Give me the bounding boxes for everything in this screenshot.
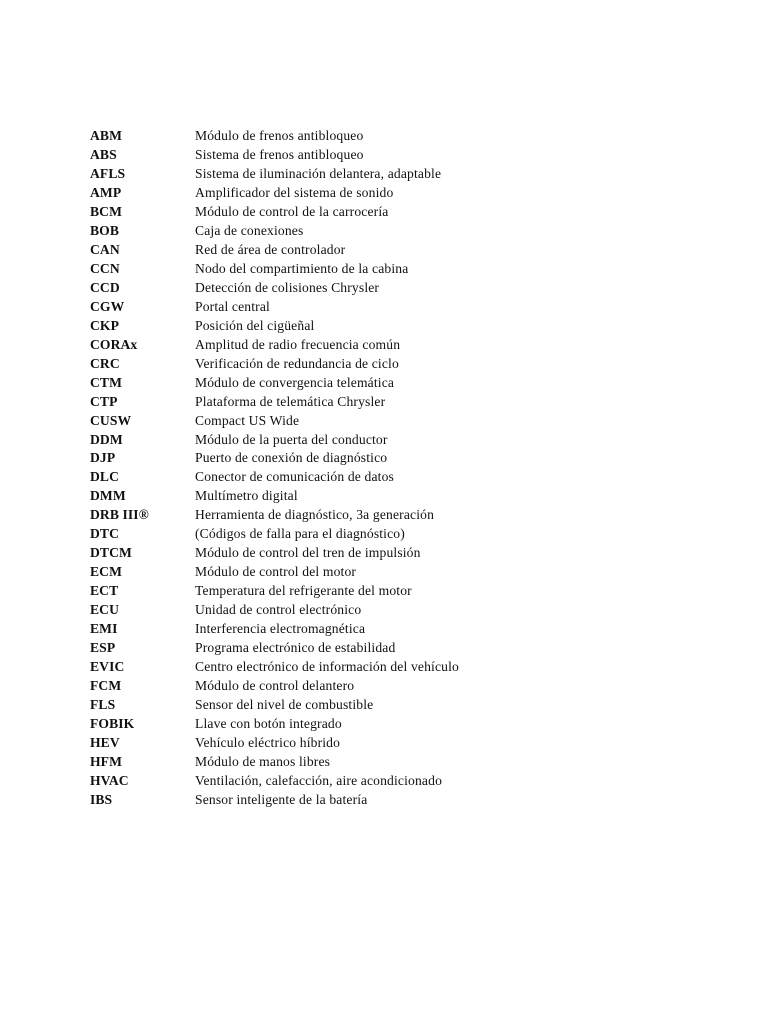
abbreviation: CTP: [90, 393, 118, 409]
definition: Sistema de frenos antibloqueo: [195, 146, 364, 162]
definition: Llave con botón integrado: [195, 716, 342, 732]
glossary-row: [90, 506, 710, 525]
glossary-row: [90, 317, 710, 336]
glossary-row: [90, 336, 710, 355]
abbreviation: FOBIK: [90, 716, 135, 732]
abbreviation: ABS: [90, 146, 117, 162]
abbreviation: EVIC: [90, 659, 125, 675]
definition: Módulo de la puerta del conductor: [195, 431, 388, 447]
abbreviation: ECU: [90, 602, 120, 618]
definition: Nodo del compartimiento de la cabina: [195, 260, 409, 276]
glossary-row: [90, 165, 710, 184]
glossary-row: [90, 696, 710, 715]
abbreviation: EMI: [90, 621, 118, 637]
definition: Módulo de frenos antibloqueo: [195, 128, 364, 143]
definition: Puerto de conexión de diagnóstico: [195, 450, 388, 466]
definition: Módulo de control delantero: [195, 678, 355, 694]
glossary-row: [90, 582, 710, 601]
glossary-row: [90, 431, 710, 450]
glossary-row: [90, 525, 710, 544]
definition: Compact US Wide: [195, 412, 300, 428]
abbreviation: BOB: [90, 222, 120, 238]
glossary-row: [90, 127, 710, 146]
abbreviation: CGW: [90, 298, 125, 314]
definition: Temperatura del refrigerante del motor: [195, 583, 412, 599]
glossary-row: [90, 146, 710, 165]
abbreviation: DJP: [90, 450, 116, 466]
glossary-row: [90, 677, 710, 696]
glossary-row: [90, 449, 710, 468]
definition: Módulo de convergencia telemática: [195, 374, 395, 390]
definition: Sensor del nivel de combustible: [195, 697, 374, 713]
abbreviation: DTC: [90, 526, 120, 542]
abbreviation: CCD: [90, 279, 120, 295]
definition: Vehículo eléctrico híbrido: [195, 735, 341, 750]
abbreviation: HEV: [90, 735, 120, 750]
definition: Conector de comunicación de datos: [195, 469, 394, 485]
glossary-row: [90, 715, 710, 734]
abbreviation: CRC: [90, 355, 120, 371]
definition: Verificación de redundancia de ciclo: [195, 355, 399, 371]
definition: Sensor inteligente de la batería: [195, 791, 368, 807]
glossary-row: [90, 563, 710, 582]
definition: Módulo de manos libres: [195, 753, 331, 769]
definition: Red de área de controlador: [195, 241, 346, 257]
definition: Posición del cigüeñal: [195, 317, 315, 333]
glossary-row: [90, 184, 710, 203]
glossary-row: [90, 241, 710, 260]
glossary-row: [90, 260, 710, 279]
glossary-row: [90, 620, 710, 639]
definition: Portal central: [195, 298, 270, 314]
abbreviation: ABM: [90, 128, 123, 143]
glossary-row: [90, 791, 710, 810]
glossary-row: [90, 544, 710, 563]
abbreviation: DRB III®: [90, 507, 149, 523]
abbreviation: IBS: [90, 791, 113, 807]
glossary-row: [90, 487, 710, 506]
glossary-row: [90, 772, 710, 791]
abbreviation: AFLS: [90, 165, 126, 181]
abbreviation: FCM: [90, 678, 122, 694]
definition: Módulo de control del motor: [195, 564, 357, 580]
definition: Detección de colisiones Chrysler: [195, 279, 380, 295]
definition: Multímetro digital: [195, 488, 298, 504]
abbreviation: CKP: [90, 317, 119, 333]
definition: (Códigos de falla para el diagnóstico): [195, 526, 405, 542]
glossary-row: [90, 355, 710, 374]
glossary-row: [90, 279, 710, 298]
abbreviation: DMM: [90, 488, 126, 504]
definition: Ventilación, calefacción, aire acondicionado: [195, 772, 443, 788]
definition: Módulo de control de la carrocería: [195, 203, 389, 219]
abbreviation: CORAx: [90, 336, 138, 352]
glossary-row: [90, 601, 710, 620]
abbreviation: ECT: [90, 583, 119, 599]
abbreviation: AMP: [90, 184, 122, 200]
abbreviation: ECM: [90, 564, 123, 580]
definition: Centro electrónico de información del vehículo: [195, 659, 459, 675]
abbreviation: DDM: [90, 431, 123, 447]
abbreviation: BCM: [90, 203, 123, 219]
glossary-row: [90, 412, 710, 431]
definition: Interferencia electromagnética: [195, 621, 366, 637]
abbreviation: FLS: [90, 697, 116, 713]
definition: Plataforma de telemática Chrysler: [195, 393, 386, 409]
definition: Caja de conexiones: [195, 222, 304, 238]
abbreviation: ESP: [90, 640, 116, 656]
abbreviation: HFM: [90, 753, 123, 769]
glossary-row: [90, 203, 710, 222]
definition: Programa electrónico de estabilidad: [195, 640, 396, 656]
abbreviation: HVAC: [90, 772, 129, 788]
abbreviation: CCN: [90, 260, 120, 276]
glossary-row: [90, 393, 710, 412]
abbreviation: CAN: [90, 241, 120, 257]
glossary-row: [90, 753, 710, 772]
definition: Módulo de control del tren de impulsión: [195, 545, 421, 561]
definition: Amplificador del sistema de sonido: [195, 184, 394, 200]
glossary-row: [90, 468, 710, 487]
definition: Herramienta de diagnóstico, 3a generación: [195, 507, 435, 523]
abbreviation: CUSW: [90, 412, 132, 428]
glossary-list: [90, 127, 710, 810]
glossary-row: [90, 734, 710, 753]
definition: Amplitud de radio frecuencia común: [195, 336, 401, 352]
definition: Sistema de iluminación delantera, adaptable: [195, 165, 442, 181]
glossary-row: [90, 374, 710, 393]
abbreviation: DTCM: [90, 545, 132, 561]
abbreviation: CTM: [90, 374, 123, 390]
abbreviation: DLC: [90, 469, 120, 485]
definition: Unidad de control electrónico: [195, 602, 362, 618]
glossary-row: [90, 222, 710, 241]
glossary-row: [90, 298, 710, 317]
glossary-row: [90, 658, 710, 677]
glossary-row: [90, 639, 710, 658]
